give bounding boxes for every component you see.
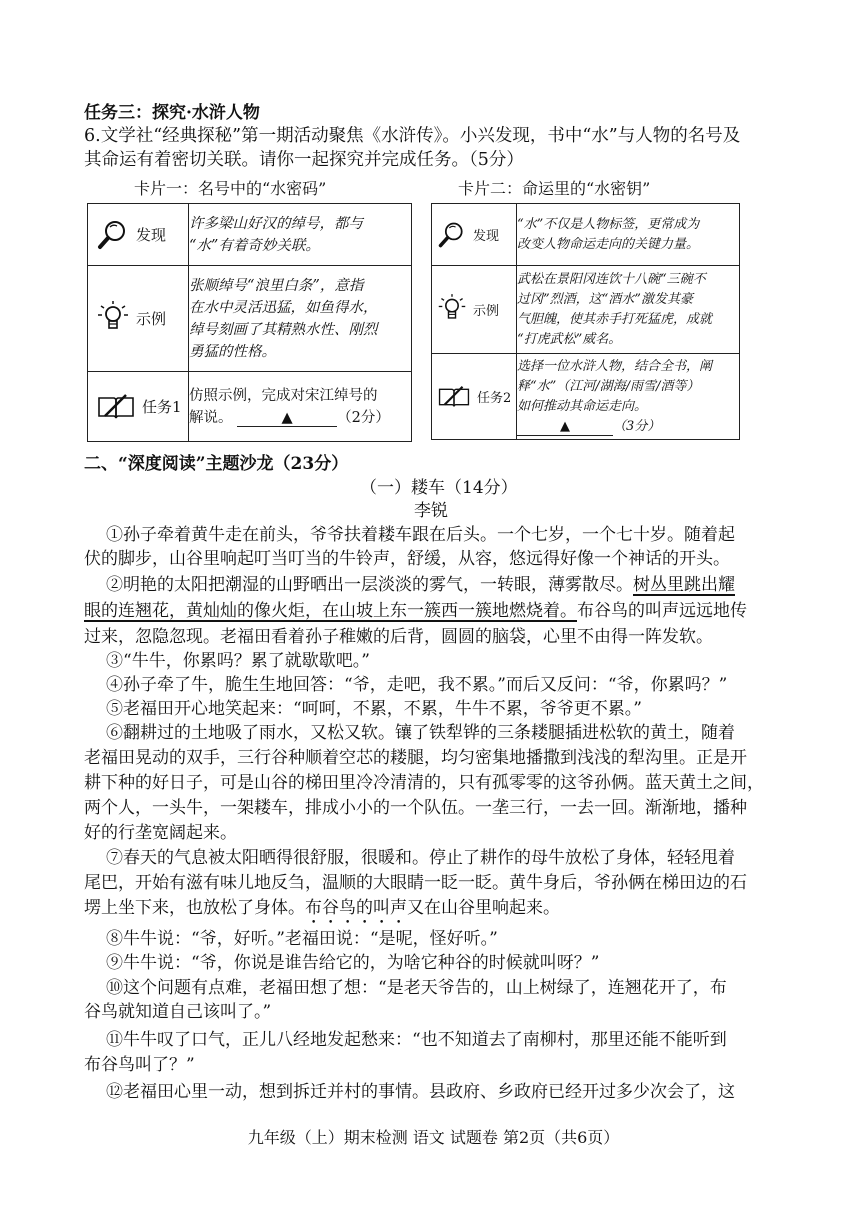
para-7-line-1: ⑦春天的气息被太阳晒得很舒服，很暖和。停止了耕作的母牛放松了身体，轻轻甩着 bbox=[106, 848, 735, 868]
q6-line-2: 其命运有着密切关联。请你一起探究并完成任务。（5分） bbox=[84, 150, 524, 170]
card2-task-text: 选择一位水浒人物，结合全书，阐 释“水”（江河/湖海/雨雪/酒等） 如何推动其命运走向。 ▲ （3分） bbox=[517, 354, 740, 440]
para-2-line-3: 过来，忽隐忽现。老福田看着孙子稚嫩的后背，圆圆的脑袋，心里不由得一阵发软。 bbox=[84, 627, 713, 647]
para-6-line-4: 两个人，一头牛，一架耧车，排成小小的一个队伍。一垄三行，一去一回。渐渐地，播种 bbox=[84, 798, 747, 818]
para-12-line-1: ⑫老福田心里一动，想到拆迁并村的事情。县政府、乡政府已经开过多少次会了，这 bbox=[106, 1082, 735, 1102]
card1-answer-blank[interactable]: ▲ bbox=[237, 410, 337, 427]
card2-example-label: 示例 bbox=[473, 304, 500, 319]
card1-find-text: 许多梁山好汉的绰号，都与 “水”有着奇妙关联。 bbox=[189, 204, 412, 266]
para-1-line-2: 伏的脚步，山谷里响起叮当叮当的牛铃声，舒缓，从容，悠远得好像一个神话的开头。 bbox=[84, 549, 730, 569]
book-pencil-icon bbox=[437, 383, 471, 411]
card1-example-text: 张顺绰号“浪里白条”，意指 在水中灵活迅猛，如鱼得水， 绰号刻画了其精熟水性、刚烈 勇猛的性格。 bbox=[189, 266, 412, 372]
card1-task-text: 仿照示例，完成对宋江绰号的 解说。 ▲ （2分） bbox=[189, 372, 412, 442]
para-6-line-1: ⑥翻耕过的土地吸了雨水，又松又软。镶了铁犁铧的三条耧腿插进松软的黄土，随着 bbox=[106, 723, 735, 743]
para-10-line-2: 谷鸟就知道自己该叫了。” bbox=[84, 1002, 272, 1022]
para-11-line-1: ⑪牛牛叹了口气，正儿八经地发起愁来：“也不知道去了南柳村，那里还能不能听到 bbox=[106, 1030, 727, 1050]
card1-task-label: 任务1 bbox=[142, 398, 182, 416]
para-2-line-1: ②明艳的太阳把潮湿的山野晒出一层淡淡的雾气，一转眼，薄雾散尽。树丛里跳出耀 bbox=[106, 575, 735, 595]
lightbulb-icon bbox=[437, 292, 467, 328]
para-3: ③“牛牛，你累吗？累了就歇歇吧。” bbox=[106, 651, 370, 671]
para-6-line-3: 耕下种的好日子，可是山谷的梯田里冷冷清清的，只有孤零零的这爷孙俩。蓝天黄土之间， bbox=[84, 773, 764, 793]
card1-title: 卡片一：名号中的“水密码” bbox=[134, 179, 327, 198]
para-6-line-5: 好的行垄宽阔起来。 bbox=[84, 823, 237, 843]
dotted-phrase: 布谷鸟的叫声 bbox=[305, 898, 407, 918]
para-4: ④孙子牵了牛，脆生生地回答：“爷，走吧，我不累。”而后又反问：“爷，你累吗？” bbox=[106, 675, 728, 695]
para-6-line-2: 老福田晃动的双手，三行谷种顺着空芯的耧腿，均匀密集地播撒到浅浅的犁沟里。正是开 bbox=[84, 748, 747, 768]
magnifier-icon bbox=[437, 220, 467, 250]
magnifier-icon bbox=[96, 218, 130, 252]
passage-title: （一）耧车（14分） bbox=[360, 478, 518, 498]
para-1-line-1: ①孙子牵着黄牛走在前头，爷爷扶着耧车跟在后头。一个七岁，一个七十岁。随着起 bbox=[106, 525, 735, 545]
section2-heading: 二、“深度阅读”主题沙龙（23分） bbox=[84, 454, 349, 474]
para-7-line-3: 塄上坐下来，也放松了身体。布谷鸟的叫声又在山谷里响起来。 bbox=[84, 898, 560, 918]
card1-find-label: 发现 bbox=[136, 226, 167, 244]
para-7-line-2: 尾巴，开始有滋有味儿地反刍，温顺的大眼睛一眨一眨。黄牛身后，爷孙俩在梯田边的石 bbox=[84, 873, 747, 893]
card2-answer-blank[interactable]: ▲ bbox=[517, 419, 613, 436]
underlined-sentence: 眼的连翘花，黄灿灿的像火炬，在山坡上东一簇西一簇地燃烧着。 bbox=[84, 601, 577, 621]
para-8: ⑧牛牛说：“爷，好听。”老福田说：“是呢，怪好听。” bbox=[106, 929, 498, 949]
card1-table bbox=[87, 203, 412, 442]
card2-find-label: 发现 bbox=[473, 229, 500, 244]
card2-table bbox=[431, 203, 740, 440]
para-11-line-2: 布谷鸟叫了？” bbox=[84, 1055, 195, 1075]
card1-example-label: 示例 bbox=[136, 310, 167, 328]
card2-find-text: “水”不仅是人物标签，更常成为 改变人物命运走向的关键力量。 bbox=[517, 204, 740, 266]
para-2-line-2: 眼的连翘花，黄灿灿的像火炬，在山坡上东一簇西一簇地燃烧着。布谷鸟的叫声远远地传 bbox=[84, 601, 747, 621]
para-5: ⑤老福田开心地笑起来：“呵呵，不累，不累，牛牛不累，爷爷更不累。” bbox=[106, 699, 642, 719]
card2-task-label: 任务2 bbox=[477, 391, 512, 406]
book-pencil-icon bbox=[96, 392, 136, 422]
card2-example-text: 武松在景阳冈连饮十八碗“三碗不 过冈”烈酒，这“酒水”激发其豪 气胆魄，使其赤手打死猛虎，成就 “打虎武松”威名。 bbox=[517, 266, 740, 354]
lightbulb-icon bbox=[96, 299, 130, 339]
q6-line-1: 6.文学社“经典探秘”第一期活动聚焦《水浒传》。小兴发现，书中“水”与人物的名号及 bbox=[84, 126, 741, 146]
passage-author: 李锐 bbox=[414, 501, 448, 521]
card2-title: 卡片二：命运里的“水密钥” bbox=[458, 179, 651, 198]
para-9: ⑨牛牛说：“爷，你说是谁告给它的，为啥它种谷的时候就叫呀？” bbox=[106, 953, 600, 973]
page-footer: 九年级（上）期末检测 语文 试题卷 第2页（共6页） bbox=[247, 1128, 620, 1147]
para-10-line-1: ⑩这个问题有点难，老福田想了想：“是老天爷告的，山上树绿了，连翘花开了，布 bbox=[106, 978, 727, 998]
underlined-sentence: 树丛里跳出耀 bbox=[633, 575, 735, 595]
task3-heading: 任务三：探究·水浒人物 bbox=[84, 103, 260, 123]
